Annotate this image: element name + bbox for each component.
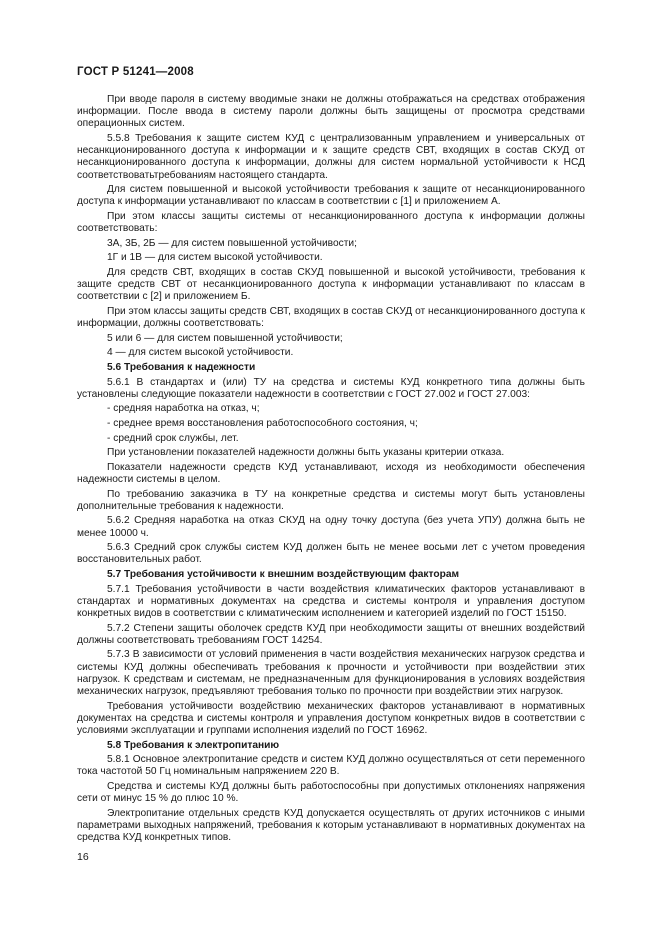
paragraph: Требования устойчивости воздействию механических факторов устанавливают в нормативных документах на средства и системы контроля и управления доступом конкретных видов в соответствии с условиями эксплуатации и группами исполнения изделий по ГОСТ 16962. (77, 700, 585, 736)
section-heading: 5.7 Требования устойчивости к внешним воздействующим факторам (107, 568, 460, 580)
paragraph: 5.6.1 В стандартах и (или) ТУ на средства и системы КУД конкретного типа должны быть установлены следующие показатели надежности в соответствии с ГОСТ 27.002 и ГОСТ 27.003: (77, 376, 585, 400)
paragraph: - средний срок службы, лет. (107, 432, 239, 444)
paragraph: 5.6.2 Средняя наработка на отказ СКУД на одну точку доступа (без учета УПУ) должна быть не менее 10000 ч. (77, 515, 585, 539)
paragraph: 5.7.2 Степени защиты оболочек средств КУД при необходимости защиты от внешних воздействий должны соответствовать требованиям ГОСТ 14254. (77, 622, 585, 646)
paragraph: Показатели надежности средств КУД устанавливают, исходя из необходимости обеспечения надежности системы в целом. (77, 461, 585, 485)
paragraph: 5.7.3 В зависимости от условий применения в части воздействия механических нагрузок средства и системы КУД должны обеспечивать требования к прочности и устойчивости при воздействии этих нагрузок. К средствам и системам, не предназначенным для функционирования в условиях воздействия механических нагрузок, предъявляют требования только по прочности при воздействии этих нагрузок. (77, 649, 585, 697)
document-header: ГОСТ Р 51241—2008 (77, 66, 194, 78)
paragraph: При этом классы защиты средств СВТ, входящих в состав СКУД от несанкционированного доступа к информации, должны соответствовать: (77, 305, 585, 330)
paragraph: Для средств СВТ, входящих в состав СКУД повышенной и высокой устойчивости, требования к защите средств СВТ от несанкционированного доступа к информации устанавливают по классам в соответствии с [2] и приложением Б. (77, 266, 585, 303)
paragraph: При установлении показателей надежности должны быть указаны критерии отказа. (107, 447, 505, 459)
paragraph: - среднее время восстановления работоспособного состояния, ч; (107, 417, 418, 429)
paragraph: 5.8.1 Основное электропитание средств и систем КУД должно осуществляться от сети переменного тока частотой 50 Гц номинальным напряжением 220 В. (77, 754, 585, 778)
section-heading: 5.8 Требования к электропитанию (107, 739, 280, 751)
paragraph: 3А, 3Б, 2Б — для систем повышенной устойчивости; (107, 237, 357, 249)
paragraph: При этом классы защиты системы от несанкционированного доступа к информации должны соответствовать: (77, 211, 585, 235)
page-number: 16 (77, 851, 89, 863)
paragraph: 5.5.8 Требования к защите систем КУД с централизованным управлением и универсальных от несанкционированного доступа к информации и к защите средств СВТ, входящих в состав СКУД от несанкционированного доступа к информации, должны для систем нормальной устойчивости к НСД соответствоватьтребованиям настоящего стандарта. (77, 133, 585, 181)
paragraph: Средства и системы КУД должны быть работоспособны при допустимых отклонениях напряжения сети от минус 15 % до плюс 10 %. (77, 780, 585, 805)
paragraph: При вводе пароля в систему вводимые знаки не должны отображаться на средствах отображения информации. После ввода в систему пароли должны быть защищены от просмотра средствами операционных систем. (77, 94, 585, 130)
paragraph: Для систем повышенной и высокой устойчивости требования к защите от несанкционированного доступа к информации устанавливают по классам в соответствии с [1] и приложением А. (77, 184, 585, 208)
paragraph: 1Г и 1В — для систем высокой устойчивости. (107, 252, 323, 264)
paragraph: Электропитание отдельных средств КУД допускается осуществлять от других источников с иными параметрами выходных напряжений, требования к которым устанавливают в нормативных документах на средства КУД конкретных типов. (77, 807, 585, 844)
document-body (77, 94, 585, 847)
paragraph: 5 или 6 — для систем повышенной устойчивости; (107, 332, 343, 344)
section-heading: 5.6 Требования к надежности (107, 361, 256, 373)
paragraph: - средняя наработка на отказ, ч; (107, 403, 260, 415)
paragraph: 4 — для систем высокой устойчивости. (107, 347, 294, 359)
paragraph: 5.7.1 Требования устойчивости в части воздействия климатических факторов устанавливают в стандартах и нормативных документах на средства и системы контроля и управления доступом конкретных видов в соответствии с климатическим исполнением и категорией изделий по ГОСТ 15150. (77, 583, 585, 619)
paragraph: По требованию заказчика в ТУ на конкретные средства и системы могут быть установлены дополнительные требования к надежности. (77, 488, 585, 512)
paragraph: 5.6.3 Средний срок службы систем КУД должен быть не менее восьми лет с учетом проведения восстановительных работ. (77, 542, 585, 566)
